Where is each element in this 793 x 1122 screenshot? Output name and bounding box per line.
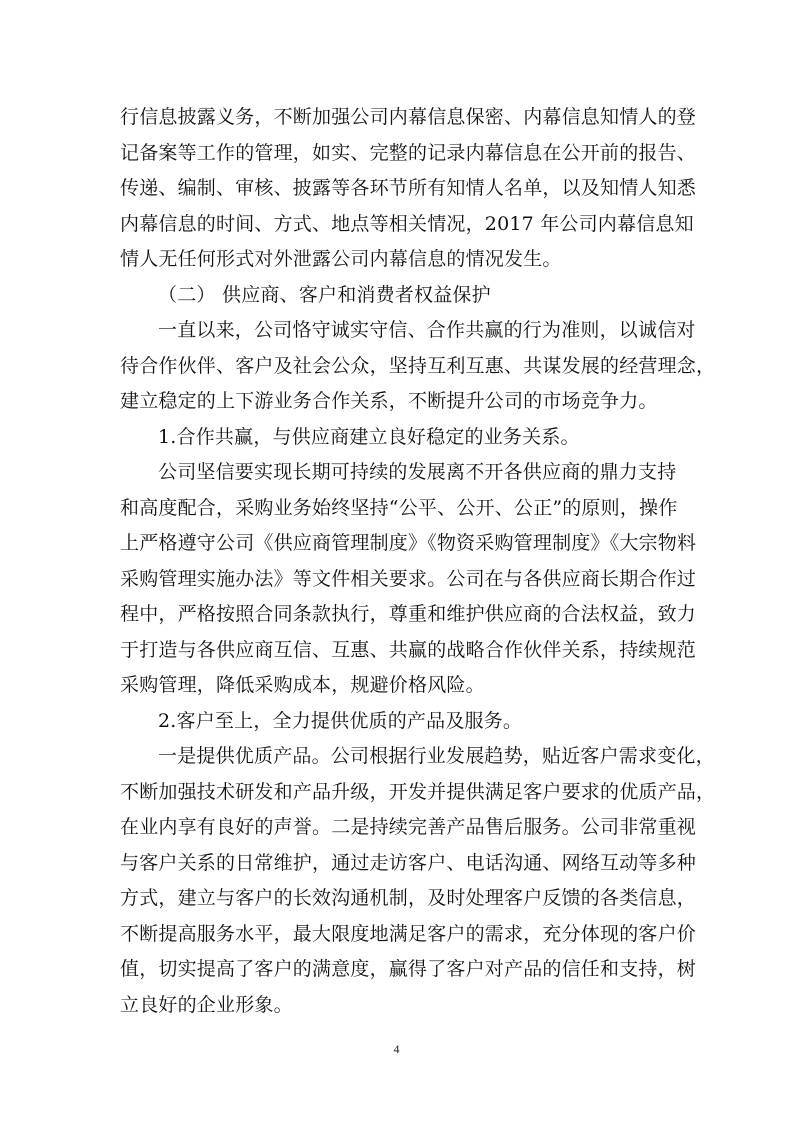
subheading-suppliers: 1.合作共赢，与供应商建立良好稳定的业务关系。 [158, 425, 580, 448]
text-line: 内幕信息的时间、方式、地点等相关情况，2017 年公司内幕信息知 [120, 212, 694, 235]
subheading-customers: 2.客户至上，全力提供优质的产品及服务。 [158, 709, 523, 732]
text-line: 行信息披露义务，不断加强公司内幕信息保密、内幕信息知情人的登 [120, 106, 697, 128]
text-line: 方式，建立与客户的长效沟通机制，及时处理客户反馈的各类信息， [120, 887, 697, 909]
text-line: 待合作伙伴、客户及社会公众，坚持互利互惠、共谋发展的经营理念， [120, 354, 716, 377]
paragraph-suppliers [120, 455, 697, 704]
text-line: 情人无任何形式对外泄露公司内幕信息的情况发生。 [120, 248, 562, 270]
text-line: 不断提高服务水平，最大限度地满足客户的需求，充分体现的客户价 [120, 922, 697, 945]
page-number: 4 [393, 1042, 400, 1056]
section-heading-text: 供应商、客户和消费者权益保护 [222, 283, 491, 306]
text-line: 和高度配合，采购业务始终坚持“公平、公开、公正”的原则，操作 [120, 496, 678, 519]
text-line: 程中，严格按照合同条款执行，尊重和维护供应商的合法权益，致力 [120, 603, 697, 625]
document-body [120, 100, 716, 1023]
text-line: 立良好的企业形象。 [120, 993, 293, 1016]
text-line: 公司坚信要实现长期可持续的发展离不开各供应商的鼎力支持 [158, 461, 677, 483]
text-line: 与客户关系的日常维护，通过走访客户、电话沟通、网络互动等多种 [120, 851, 697, 874]
text-line: 一是提供优质产品。公司根据行业发展趋势，贴近客户需求变化， [158, 745, 715, 767]
text-line: 传递、编制、审核、披露等各环节所有知情人名单，以及知情人知悉 [120, 177, 697, 199]
paragraph-integrity [120, 313, 716, 420]
paragraph-insider-info [120, 100, 697, 278]
text-line: 上严格遵守公司《供应商管理制度》《物资采购管理制度》《大宗物料 [120, 532, 697, 554]
text-line: 建立稳定的上下游业务合作关系，不断提升公司的市场竞争力。 [120, 390, 658, 412]
text-line: 于打造与各供应商互信、互惠、共赢的战略合作伙伴关系，持续规范 [120, 638, 697, 661]
text-line: 在业内享有良好的声誉。二是持续完善产品售后服务。公司非常重视 [120, 816, 697, 838]
text-line: 值，切实提高了客户的满意度，赢得了客户对产品的信任和支持，树 [120, 958, 697, 980]
paragraph-customers [120, 739, 716, 1023]
section-heading-number: （二） [158, 283, 216, 306]
text-line: 一直以来，公司恪守诚实守信、合作共赢的行为准则，以诚信对 [158, 319, 696, 341]
text-line: 采购管理实施办法》等文件相关要求。公司在与各供应商长期合作过 [120, 567, 697, 590]
text-line: 采购管理，降低采购成本，规避价格风险。 [120, 674, 485, 696]
text-line: 记备案等工作的管理，如实、完整的记录内幕信息在公开前的报告、 [120, 141, 697, 164]
section-heading [120, 278, 676, 314]
text-line: 不断加强技术研发和产品升级，开发并提供满足客户要求的优质产品， [120, 780, 716, 803]
